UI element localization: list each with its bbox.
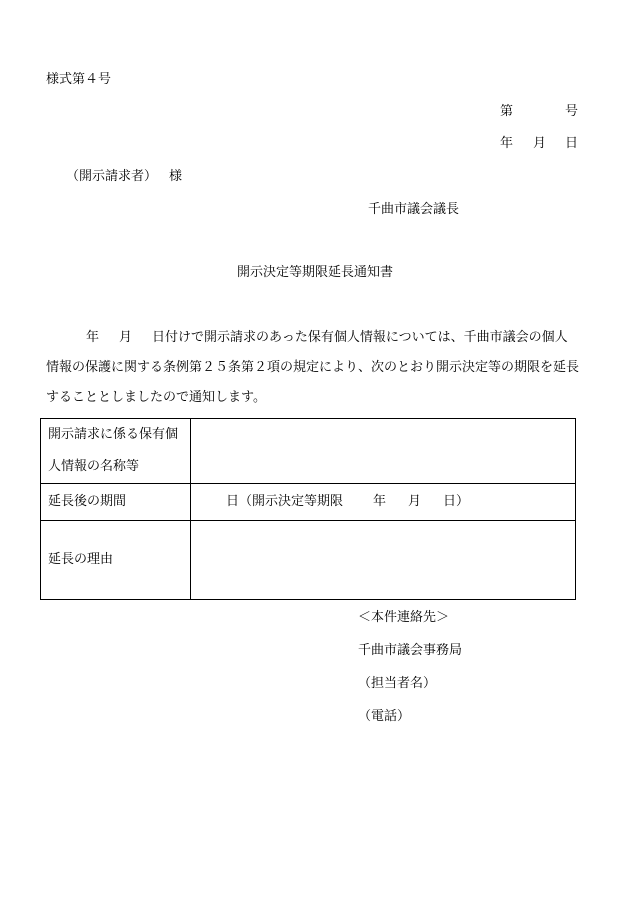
body-text bbox=[46, 330, 582, 420]
contact-block bbox=[358, 610, 462, 742]
addressee-honorific: 様 bbox=[169, 169, 183, 184]
label-line: 人情報の名称等 bbox=[48, 459, 140, 474]
body-line-3: することとしましたので通知します。 bbox=[46, 390, 266, 405]
personal-info-name-value[interactable] bbox=[191, 419, 576, 484]
document-title: 開示決定等期限延長通知書 bbox=[236, 265, 393, 280]
contact-heading: ＜本件連絡先＞ bbox=[358, 610, 450, 625]
addressee-name: （開示請求者） bbox=[66, 169, 158, 184]
addressee-line bbox=[66, 169, 182, 185]
extension-reason-value[interactable] bbox=[191, 521, 576, 600]
body-line-1-text: 日付けで開示請求のあった保有個人情報については、千曲市議会の個人 bbox=[152, 330, 568, 345]
period-day-text: 日（開示決定等期限 bbox=[226, 494, 344, 509]
sender-name: 千曲市議会議長 bbox=[368, 202, 460, 217]
table-row bbox=[41, 419, 576, 484]
form-number: 様式第４号 bbox=[46, 72, 112, 87]
body-month-label: 月 bbox=[119, 330, 133, 345]
label-line: 開示請求に係る保有個 bbox=[48, 427, 179, 442]
document-number-suffix: 号 bbox=[564, 104, 578, 119]
extension-period-label: 延長後の期間 bbox=[41, 484, 191, 521]
date-year: 年 bbox=[500, 136, 514, 151]
period-month-label: 月 bbox=[408, 494, 422, 509]
extension-period-value[interactable] bbox=[191, 484, 576, 521]
body-line-1 bbox=[46, 330, 582, 360]
document-number-prefix: 第 bbox=[500, 104, 514, 119]
personal-info-name-label bbox=[41, 419, 191, 484]
table-row bbox=[41, 521, 576, 600]
extension-reason-label: 延長の理由 bbox=[41, 521, 191, 600]
contact-office: 千曲市議会事務局 bbox=[358, 643, 463, 658]
date-line bbox=[500, 136, 578, 152]
body-line-2: 情報の保護に関する条例第２５条第２項の規定により、次のとおり開示決定等の期限を延長 bbox=[46, 360, 580, 375]
body-year-label: 年 bbox=[86, 330, 100, 345]
date-month: 月 bbox=[533, 136, 547, 151]
date-day: 日 bbox=[564, 136, 578, 151]
contact-person: （担当者名） bbox=[358, 676, 437, 691]
extension-info-table bbox=[40, 418, 576, 600]
document-number-line bbox=[500, 104, 578, 120]
period-year-label: 年 bbox=[373, 494, 387, 509]
contact-phone: （電話） bbox=[358, 709, 411, 724]
period-day-end: 日） bbox=[443, 494, 470, 509]
table-row bbox=[41, 484, 576, 521]
